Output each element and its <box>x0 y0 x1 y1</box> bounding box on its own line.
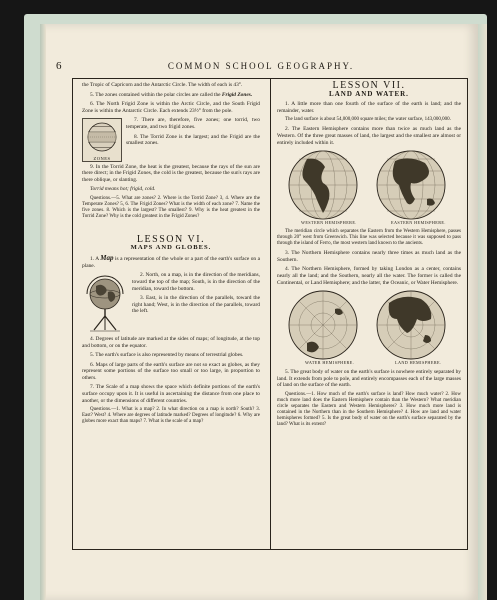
questions: Questions.—1. How much of the earth's surface is land? How much water? 2. How much more land does the Eastern Hemisphere contain than the Western? What meridian circle separates the Eastern and Western Hemispheres? 3. How much more land is contained in the Northern than in the Southern Hemisphere? 4. How are land and water hemispheres formed? 5. Is the great body of water on the earth's surface separated by the land? What is its extent? <box>277 391 461 427</box>
page-header <box>56 58 466 76</box>
zones-label: ZONES <box>93 155 111 161</box>
running-title: COMMON SCHOOL GEOGRAPHY. <box>167 61 355 71</box>
caption-western-hemisphere: WESTERN HEMISPHERE. <box>301 220 357 226</box>
text: is a representation of the whole or a part of the earth's surface on a plane. <box>82 256 260 269</box>
terrestrial-globe-icon <box>82 274 128 332</box>
paragraph: 3. East, is in the direction of the parallels, toward the right hand; West, is in the direction of the parallels, toward the left. <box>132 295 260 315</box>
paragraph: The meridian circle which separates the Eastern from the Western Hemisphere, passes through 20° west from Greenwich. This line was selected because it was supposed to pass through the island of Ferro, the most western land known to the ancients. <box>277 229 461 247</box>
lesson-subtitle: LAND AND WATER. <box>329 89 409 98</box>
paragraph: 7. The Scale of a map shows the space which definite portions of the earth's surface occupy upon it. It is useful in ascertaining the distance from one place to another, or the dimensions of different countries. <box>82 384 260 404</box>
questions: Questions.—5. What are zones? 2. Where is the Torrid Zone? 3, 4. Where are the Temperate Zones? 5, 6. The Frigid Zones? What is the width of each zone? 7. Name the five zones. 8. Which is the largest? The smallest? 9. Why is the heat greatest in the Torrid Zone? Why is the cold greatest in the Frigid Zones? <box>82 195 260 219</box>
hemispheres-water-land <box>277 289 461 365</box>
paragraph: 4. The Northern Hemisphere, formed by taking London as a center, contains nearly all the land; and the Southern, nearly all the water. The former is called the Continental, or Land Hemisphere; and the latter, the Oceanic, or Water Hemisphere. <box>277 266 461 286</box>
globe-illustration <box>82 274 128 335</box>
paragraph: 2. North, on a map, is in the direction of the meridians, toward the top of the map; South, is in the direction of the meridian, toward the bottom. <box>132 272 260 292</box>
note: Torrid means hot; frigid, cold. <box>90 186 156 193</box>
paragraph: 5. The great body of water on the earth's surface is nowhere entirely separated by land. It extends from pole to pole, and entirely encompasses each of the large masses of land on the surface of the earth. <box>277 369 461 389</box>
page-gutter <box>40 24 46 600</box>
hemispheres-east-west <box>277 149 461 225</box>
paragraph: 8. The Torrid Zone is the largest; and the Frigid are the smallest zones. <box>126 133 260 147</box>
paragraph: 9. In the Torrid Zone, the heat is the greatest, because the rays of the sun are there direct; in the Frigid Zones, the cold is the greatest, because the sun's rays are there oblique, or slanting. <box>82 163 260 183</box>
text: 5. The zones contained within the polar circles are called the <box>90 91 222 98</box>
lesson-subtitle: MAPS AND GLOBES. <box>130 243 212 251</box>
caption-eastern-hemisphere: EASTERN HEMISPHERE. <box>391 220 446 226</box>
paragraph <box>82 255 260 269</box>
hemisphere-map-icon <box>277 289 461 365</box>
paragraph: The land surface is about 54,000,000 square miles; the water surface, 143,000,000. <box>285 117 451 123</box>
paragraph: 6. Maps of large parts of the earth's surface are not so exact as globes, as they represent some portions of the surface too small or too large, in proportion to others. <box>82 361 260 381</box>
lesson-title: LESSON VII. <box>332 80 406 91</box>
caption-water-hemisphere: WATER HEMISPHERE. <box>305 360 355 366</box>
zones-illustration <box>82 118 122 162</box>
left-column <box>82 82 260 428</box>
paragraph: 2. The Eastern Hemisphere contains more than twice as much land as the Western. Of the three great masses of land, the largest and the smallest are almost or entirely included within it. <box>277 126 461 146</box>
paragraph: the Tropic of Capricorn and the Antarctic Circle. The width of each is 43°. <box>82 82 243 88</box>
paragraph: 1. A little more than one fourth of the surface of the earth is land; and the remainder, water. <box>277 101 461 114</box>
hemisphere-map-icon <box>277 149 461 225</box>
term-frigid-zones: Frigid Zones. <box>221 91 253 98</box>
term-map: Map <box>100 254 114 263</box>
caption-land-hemisphere: LAND HEMISPHERE. <box>395 360 442 366</box>
paragraph: 3. The Northern Hemisphere contains nearly three times as much land as the Southern. <box>277 250 461 263</box>
lesson-title: LESSON VI. <box>136 233 206 245</box>
right-column <box>277 82 461 431</box>
questions: Questions.—1. What is a map? 2. In what direction on a map is north? South? 3. East? West? 4. Where are degrees of latitude marked? Degrees of longitude? 6. Why are globes more exact than maps? 7. What is the scale of a map? <box>82 407 260 425</box>
paragraph: 6. The North Frigid Zone is within the Arctic Circle, and the South Frigid Zone is within the Antarctic Circle. Each extends 23½° from the pole. <box>82 101 260 114</box>
paragraph: 7. There are, therefore, five zones; one torrid, two temperate, and two frigid zones. <box>126 117 260 130</box>
paragraph <box>82 92 260 99</box>
paragraph: 5. The earth's surface is also represented by means of terrestrial globes. <box>90 352 244 359</box>
paragraph: 4. Degrees of latitude are marked at the sides of maps; of longitude, at the top and bottom, or on the equator. <box>82 335 260 349</box>
column-divider <box>270 78 271 550</box>
page-number: 6 <box>56 60 62 72</box>
text: 1. A <box>90 256 101 263</box>
next-page-edge <box>478 24 487 600</box>
